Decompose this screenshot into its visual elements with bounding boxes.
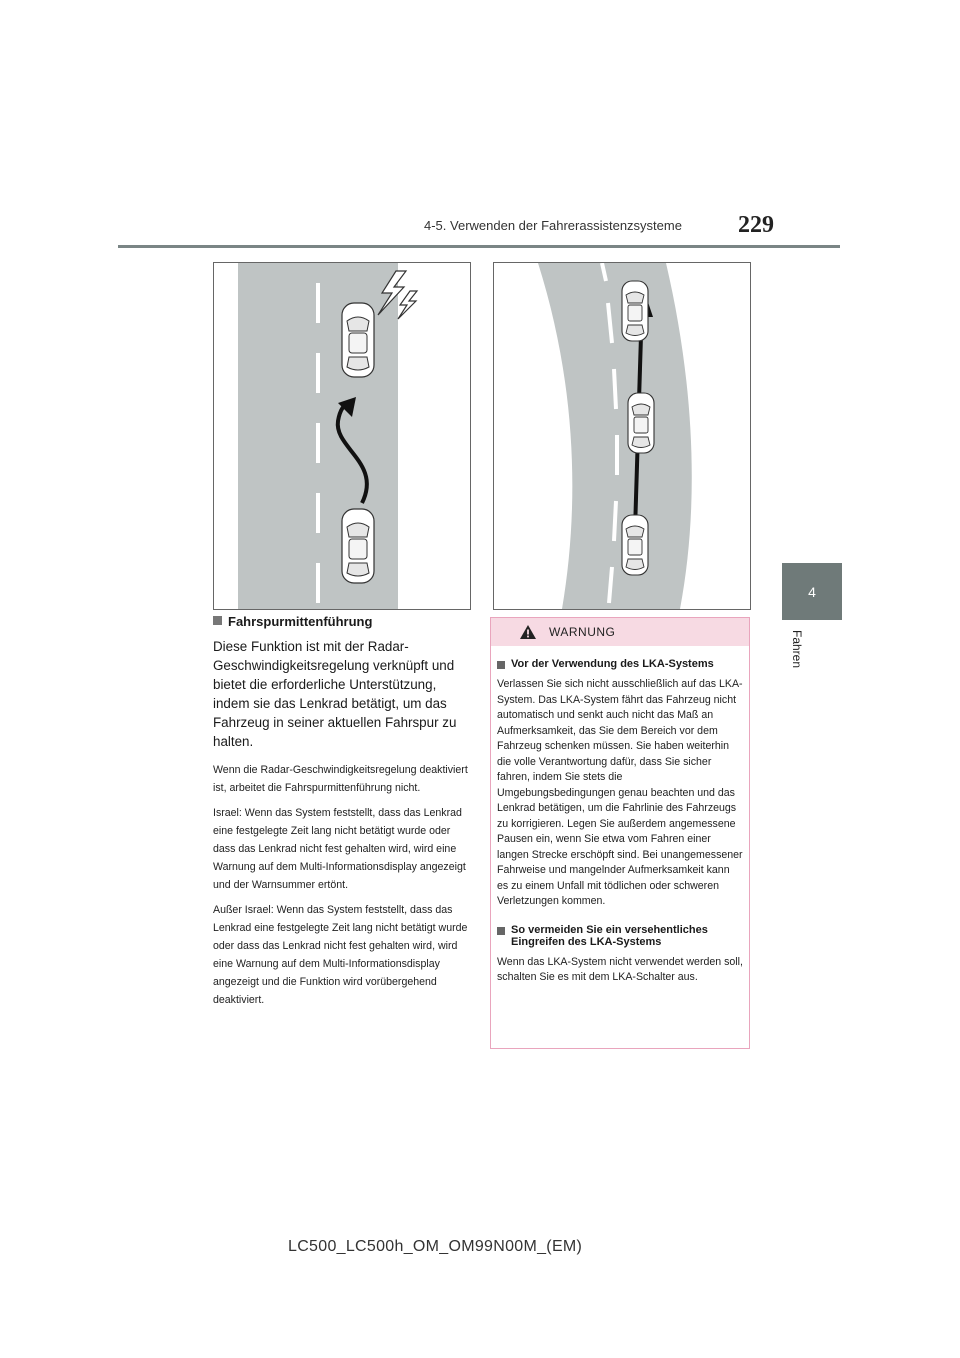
chapter-tab	[782, 563, 842, 620]
header-divider	[118, 245, 840, 248]
page-number: 229	[738, 212, 774, 238]
note-paragraph: Wenn die Radar-Geschwindigkeitsregelung deaktiviert ist, arbeitet die Fahrspurmittenführung nicht.	[213, 764, 468, 794]
document-code: LC500_LC500h_OM_OM99N00M_(EM)	[288, 1238, 583, 1255]
lane-drift-illustration	[214, 263, 470, 609]
warning-header	[491, 618, 749, 646]
section-title: 4-5. Verwenden der Fahrerassistenzsysteme	[424, 218, 682, 233]
warning-box	[490, 617, 750, 1049]
chapter-label-container	[784, 630, 808, 680]
chapter-label: Fahren	[790, 630, 804, 669]
warning-text: Wenn das LKA-System nicht verwendet werden soll, schalten Sie es mit dem LKA-Schalter aus.	[497, 955, 743, 983]
chapter-number: 4	[808, 583, 816, 600]
warning-subheading	[497, 924, 743, 948]
square-bullet-icon	[213, 616, 222, 625]
warning-subheading-text: So vermeiden Sie ein versehentliches Eingreifen des LKA-Systems	[511, 923, 708, 948]
heading-text: Fahrspurmittenführung	[228, 614, 373, 629]
car-icon	[342, 303, 374, 377]
note-paragraph: Israel: Wenn das System feststellt, dass das Lenkrad eine festgelegte Zeit lang nicht betätigt wurde oder dass das Lenkrad nicht fest gehalten wird, wird eine Warnung auf dem Multi-Informationsdisplay angezeigt und der Warnsummer ertönt.	[213, 807, 466, 891]
warning-text: Verlassen Sie sich nicht ausschließlich auf das LKA-System. Das LKA-System fährt das Fahrzeug nicht automatisch und senkt auch nicht das Maß an Aufmerksamkeit, das Sie dem Bereich vor dem Fahrzeug schenken müssen. Sie haben weiterhin die volle Verantwortung dafür, dass Sie sicher fahren, indem Sie stets die Umgebungsbedingungen genau beachten und das Lenkrad betätigen, um die Fahrlinie des Fahrzeugs zu korrigieren. Legen Sie außerdem angemessene Pausen ein, wenn Sie etwa vom Fahren einer langen Strecke erschöpft sind. Bei unangemessener Fahrweise und mangelnder Aufmerksamkeit kann es zu einem Unfall mit tödlichen oder schweren Verletzungen kommen.	[497, 678, 743, 907]
lane-centering-illustration	[494, 263, 750, 609]
lane-drift-figure	[213, 262, 471, 610]
car-icon	[622, 281, 648, 341]
warning-subheading	[497, 658, 743, 670]
lane-centering-section	[213, 614, 475, 1016]
warning-triangle-icon	[519, 624, 537, 640]
square-bullet-icon	[497, 927, 505, 935]
car-icon	[342, 509, 374, 583]
warning-body	[491, 646, 749, 1006]
car-icon	[622, 515, 648, 575]
warning-title: WARNUNG	[549, 625, 616, 639]
lead-paragraph: Diese Funktion ist mit der Radar-Geschwindigkeitsregelung verknüpft und bietet die erforderliche Unterstützung, indem sie das Lenkrad betätigt, um das Fahrzeug in seiner aktuellen Fahrspur zu halten.	[213, 639, 457, 749]
section-heading	[213, 614, 475, 629]
lane-centering-figure	[493, 262, 751, 610]
square-bullet-icon	[497, 661, 505, 669]
note-paragraph: Außer Israel: Wenn das System feststellt, dass das Lenkrad eine festgelegte Zeit lang nicht betätigt wurde oder dass das Lenkrad nicht fest gehalten wird, wird eine Warnung auf dem Multi-Informationsdisplay angezeigt und die Funktion wird vorübergehend deaktiviert.	[213, 904, 468, 1006]
warning-subheading-text: Vor der Verwendung des LKA-Systems	[511, 658, 714, 670]
car-icon	[628, 393, 654, 453]
